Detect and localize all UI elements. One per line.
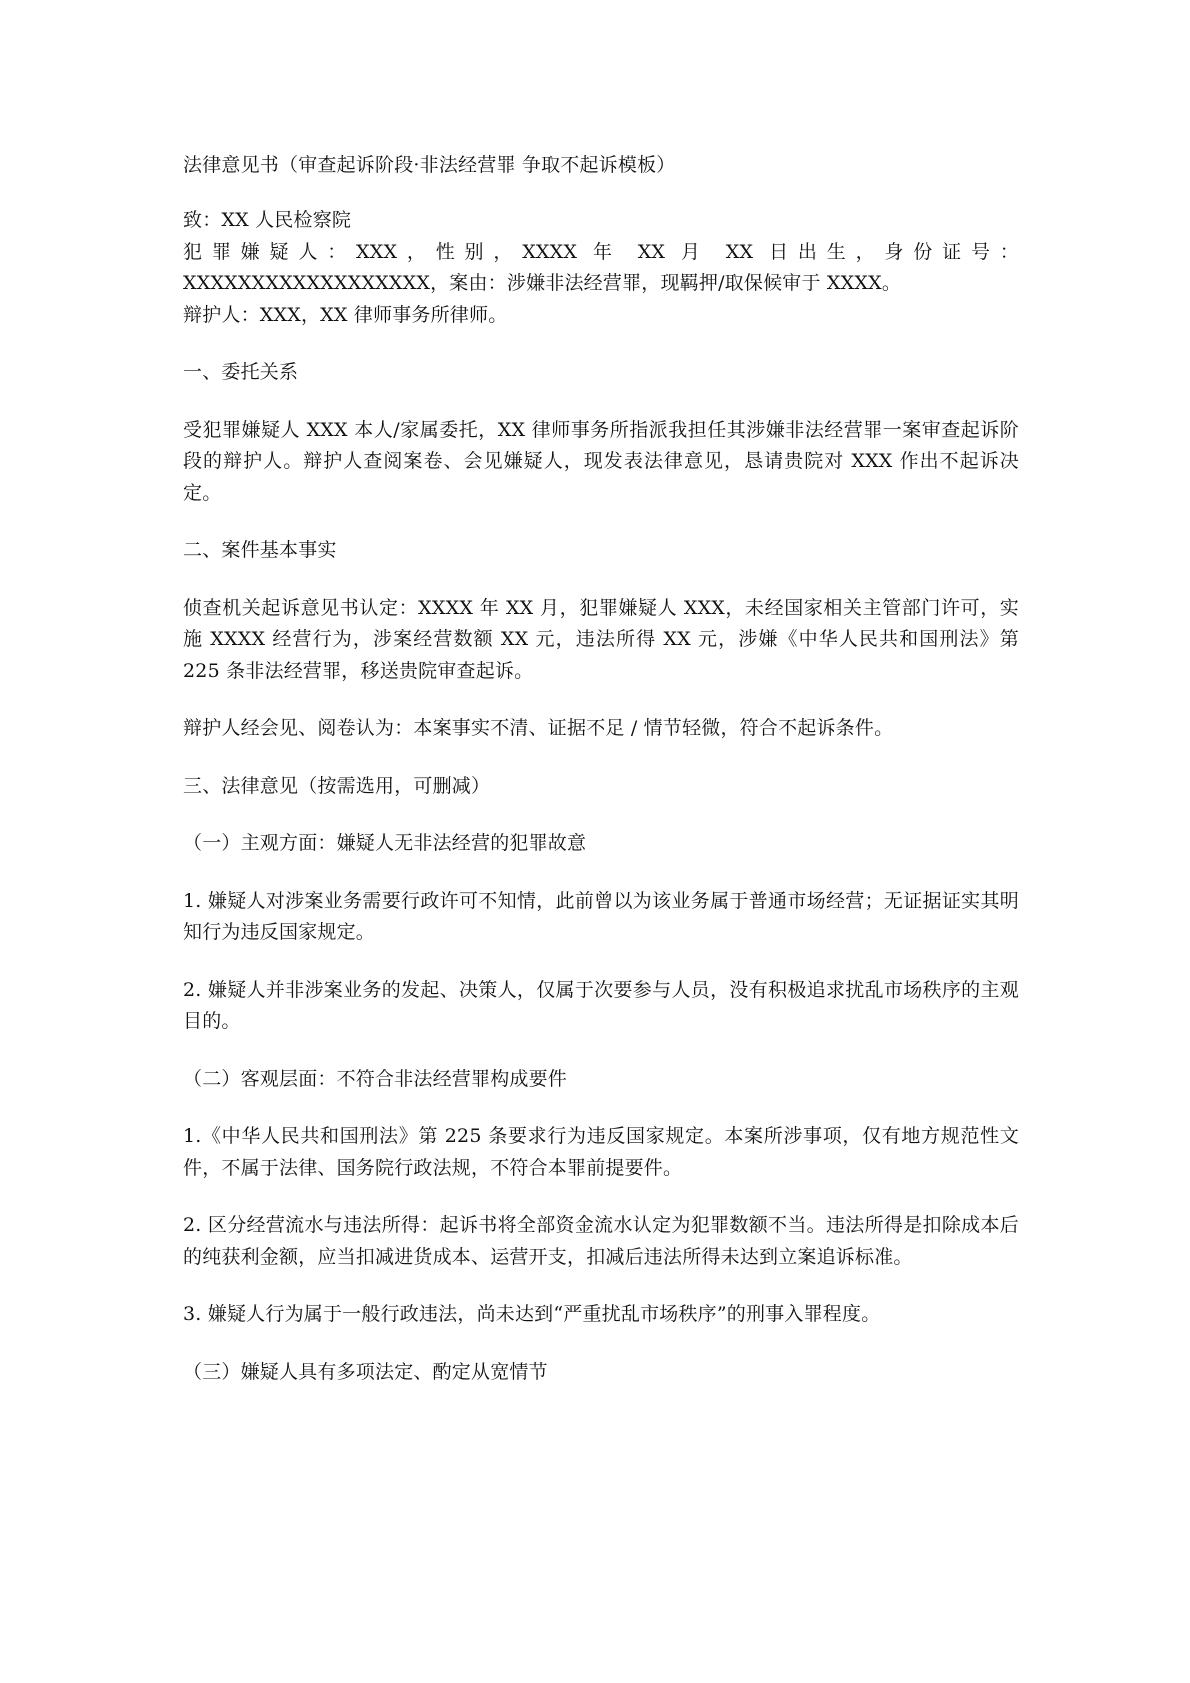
subsection-heading-2: （二）客观层面：不符合非法经营罪构成要件 [183, 1067, 568, 1090]
spacer [183, 1095, 1019, 1121]
subsection-heading-3: （三）嫌疑人具有多项法定、酌定从宽情节 [183, 1360, 548, 1383]
spacer [183, 687, 1019, 713]
spacer [183, 745, 1019, 771]
spacer [183, 1184, 1019, 1210]
spacer [183, 509, 1019, 535]
section-body-2b: 辩护人经会见、阅卷认为：本案事实不清、证据不足 / 情节轻微，符合不起诉条件。 [183, 717, 894, 739]
spacer [183, 802, 1019, 828]
document-title: 法律意见书（审查起诉阶段·非法经营罪 争取不起诉模板） [183, 154, 676, 176]
section-heading-3: 三、法律意见（按需选用，可删减） [183, 774, 491, 797]
spacer [183, 567, 1019, 593]
section-heading-2: 二、案件基本事实 [183, 539, 337, 561]
document-page [183, 150, 1019, 1388]
spacer [183, 389, 1019, 415]
subsection-2-point-1: 1.《中华人民共和国刑法》第 225 条要求行为违反国家规定。本案所涉事项，仅有地方规范性文件，不属于法律、国务院行政法规，不符合本罪前提要件。 [183, 1125, 1019, 1179]
spacer [183, 1331, 1019, 1357]
spacer [183, 181, 1019, 205]
spacer [183, 860, 1019, 886]
section-heading-1: 一、委托关系 [183, 361, 299, 383]
subsection-2-point-2: 2. 区分经营流水与违法所得：起诉书将全部资金流水认定为犯罪数额不当。违法所得是扣除成本后的纯获利金额，应当扣减进货成本、运营开支，扣减后违法所得未达到立案追诉标准。 [183, 1214, 1019, 1268]
subsection-1-point-1: 1. 嫌疑人对涉案业务需要行政许可不知情，此前曾以为该业务属于普通市场经营；无证据证实其明知行为违反国家规定。 [183, 889, 1019, 943]
subsection-1-point-2: 2. 嫌疑人并非涉案业务的发起、决策人，仅属于次要参与人员，没有积极追求扰乱市场秩序的主观目的。 [183, 978, 1019, 1032]
defender-info: 辩护人：XXX，XX 律师事务所律师。 [183, 303, 508, 326]
subsection-2-point-3: 3. 嫌疑人行为属于一般行政违法，尚未达到“严重扰乱市场秩序”的刑事入罪程度。 [183, 1303, 881, 1325]
section-body-1: 受犯罪嫌疑人 XXX 本人/家属委托，XX 律师事务所指派我担任其涉嫌非法经营罪一案审查起诉阶段的辩护人。辩护人查阅案卷、会见嫌疑人，现发表法律意见，恳请贵院对 XXX 作出不起诉决定。 [183, 418, 1019, 504]
suspect-info: 犯罪嫌疑人：XXX，性别，XXXX 年 XX 月 XX 日出生，身份证号：XXXXXXXXXXXXXXXXXX，案由：涉嫌非法经营罪，现羁押/取保候审于 XXXX。 [183, 240, 1019, 294]
spacer [183, 1273, 1019, 1299]
addressee: 致：XX 人民检察院 [183, 209, 352, 231]
spacer [183, 1038, 1019, 1064]
spacer [183, 949, 1019, 975]
spacer [183, 331, 1019, 357]
section-body-2a: 侦查机关起诉意见书认定：XXXX 年 XX 月，犯罪嫌疑人 XXX，未经国家相关主管部门许可，实施 XXXX 经营行为，涉案经营数额 XX 元，违法所得 XX 元，涉嫌《中华人民共和国刑法》第 225 条非法经营罪，移送贵院审查起诉。 [183, 596, 1019, 682]
subsection-heading-1: （一）主观方面：嫌疑人无非法经营的犯罪故意 [183, 832, 587, 854]
